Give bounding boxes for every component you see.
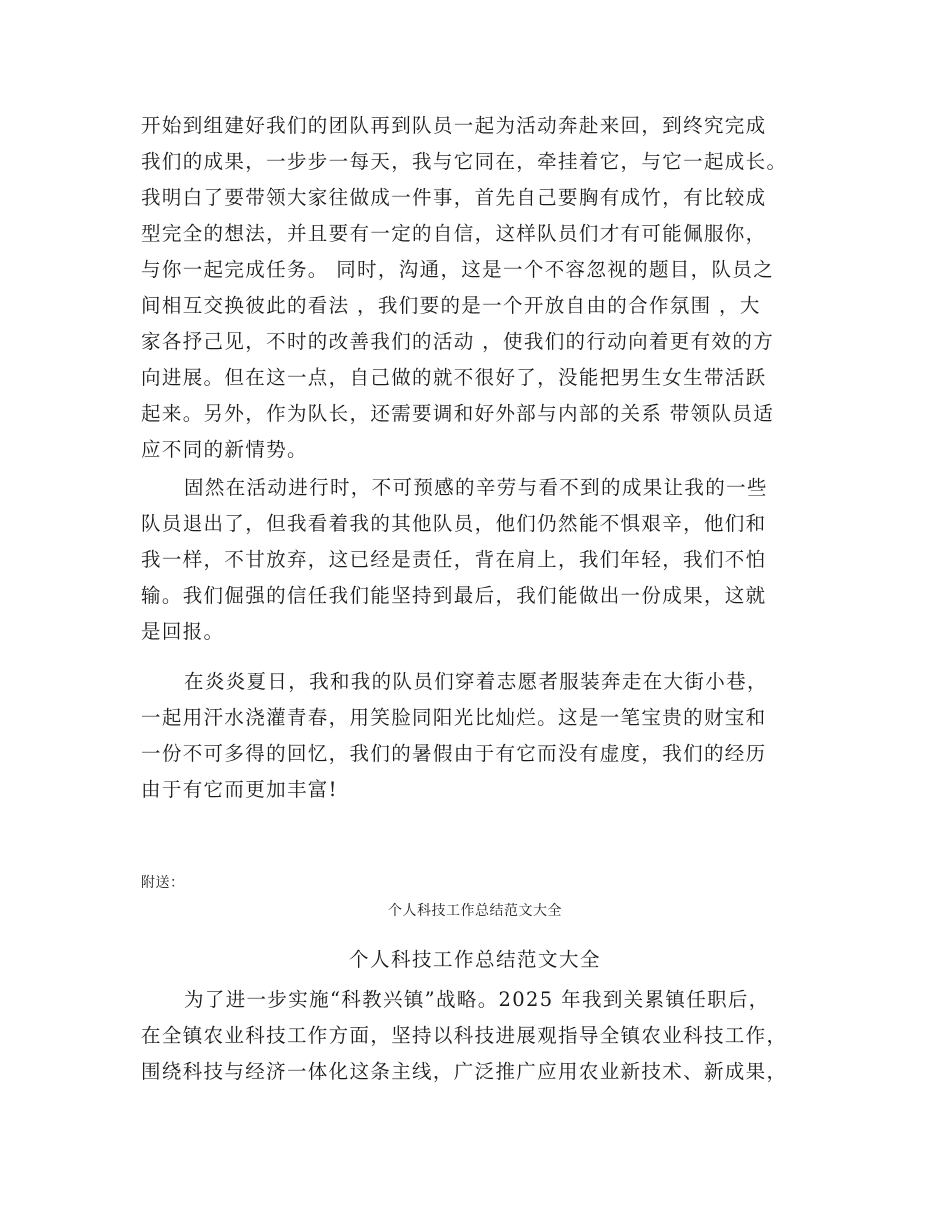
text-line: 在炎炎夏日，我和我的队员们穿着志愿者服装奔走在大街小巷， [184, 670, 768, 693]
text-line: 起来。另外，作为队长，还需要调和好外部与内部的关系 带领队员适 [141, 402, 775, 425]
text-line: 队员退出了，但我看着我的其他队员，他们仍然能不惧艰辛，他们和 [141, 512, 767, 535]
text-line: 固然在活动进行时，不可预感的辛劳与看不到的成果让我的一些 [184, 476, 768, 499]
text-line: 由于有它而更加丰富! [141, 778, 338, 801]
appendix-label: 附送： [141, 875, 185, 891]
text-line: 向进展。但在这一点，自己做的就不很好了，没能把男生女生带活跃 [141, 366, 767, 389]
text-line: 应不同的新情势。 [141, 438, 308, 461]
text-line: 我一样，不甘放弃，这已经是责任，背在肩上，我们年轻，我们不怕 [141, 548, 767, 571]
text-line: 一份不可多得的回忆，我们的暑假由于有它而没有虚度，我们的经历 [141, 742, 767, 765]
text-line: 家各抒己见，不时的改善我们的活动 ，使我们的行动向着更有效的方 [141, 330, 775, 353]
text-line: 是回报。 [141, 620, 225, 643]
text-line: 我明白了要带领大家往做成一件事，首先自己要胸有成竹，有比较成 [141, 186, 767, 209]
appendix-title: 个人科技工作总结范文大全 [348, 948, 601, 971]
text-line: 间相互交换彼此的看法 ，我们要的是一个开放自由的合作氛围 ，大 [141, 294, 761, 317]
text-line: 一起用汗水浇灌青春，用笑脸同阳光比灿烂。这是一笔宝贵的财宝和 [141, 706, 767, 729]
text-line: 型完全的想法，并且要有一定的自信，这样队员们才有可能佩服你， [141, 222, 767, 245]
appendix-small-title: 个人科技工作总结范文大全 [388, 903, 562, 919]
text-line: 与你一起完成任务。 同时，沟通，这是一个不容忽视的题目，队员之 [141, 258, 775, 281]
text-line: 在全镇农业科技工作方面，坚持以科技进展观指导全镇农业科技工作， [141, 1024, 788, 1047]
text-line: 开始到组建好我们的团队再到队员一起为活动奔赴来回，到终究完成 [141, 114, 767, 137]
text-line: 输。我们倔强的信任我们能坚持到最后，我们能做出一份成果，这就 [141, 584, 767, 607]
text-line: 为了进一步实施“科教兴镇”战略。2025 年我到关累镇任职后， [184, 988, 770, 1011]
text-line: 围绕科技与经济一体化这条主线，广泛推广应用农业新技术、新成果， [141, 1060, 788, 1083]
text-line: 我们的成果，一步步一每天，我与它同在，牵挂着它，与它一起成长。 [141, 150, 788, 173]
